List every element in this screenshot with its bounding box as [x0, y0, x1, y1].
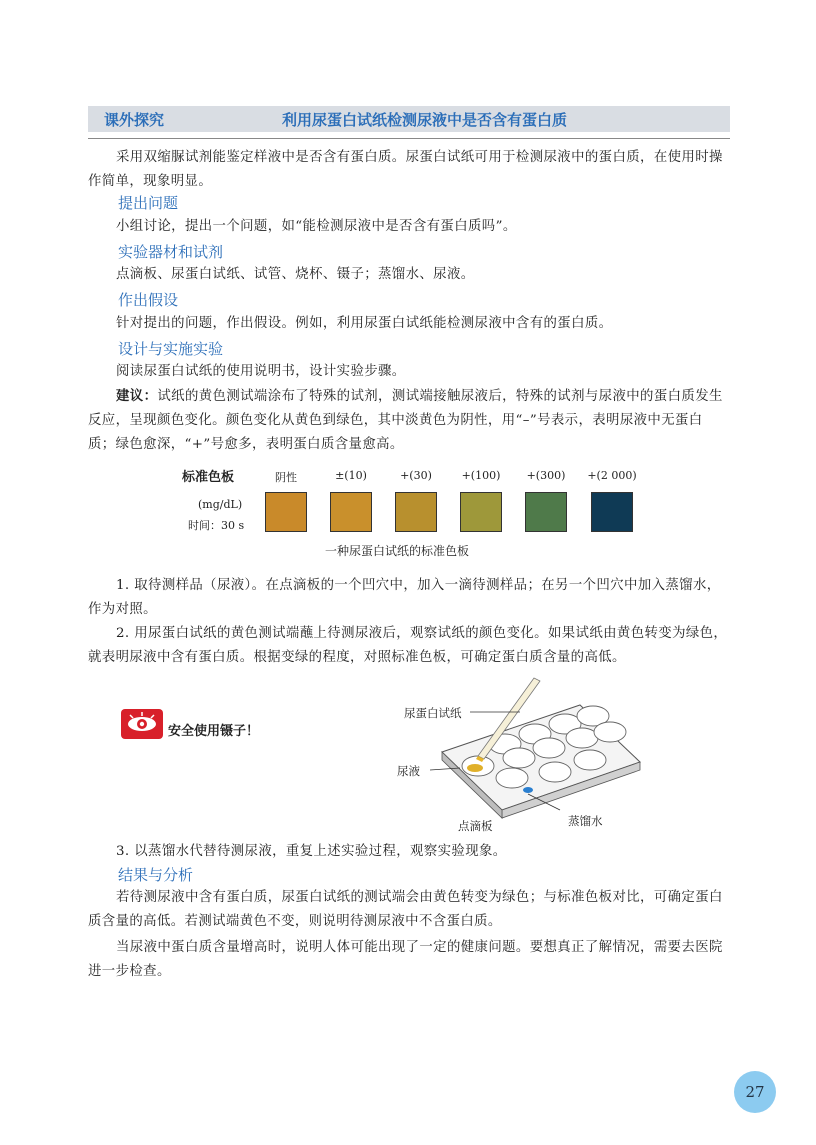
color-board-label: ±(10) [335, 469, 367, 482]
banner-title: 利用尿蛋白试纸检测尿液中是否含有蛋白质 [282, 111, 568, 129]
step-3: 3. 以蒸馏水代替待测尿液，重复上述实验过程，观察实验现象。 [116, 844, 507, 859]
color-swatch [591, 492, 633, 532]
label-spot-plate: 点滴板 [458, 819, 493, 833]
eye-safety-icon [121, 709, 163, 739]
intro-paragraph: 采用双缩脲试剂能鉴定样液中是否含有蛋白质。尿蛋白试纸可用于检测尿液中的蛋白质，在使用时操作简单，现象明显。 [88, 150, 723, 189]
tip-paragraph [88, 384, 730, 457]
results-paragraph-2: 当尿液中蛋白质含量增高时，说明人体可能出现了一定的健康问题。要想真正了解情况，需要去医院进一步检查。 [88, 940, 723, 979]
design-text: 阅读尿蛋白试纸的使用说明书，设计实验步骤。 [116, 364, 406, 379]
color-board-title: 标准色板 [182, 470, 235, 485]
divider [88, 138, 730, 139]
step-1: 1. 取待测样品（尿液）。在点滴板的一个凹穴中，加入一滴待测样品；在另一个凹穴中加入蒸馏水，作为对照。 [88, 578, 721, 617]
materials-text: 点滴板、尿蛋白试纸、试管、烧杯、镊子；蒸馏水、尿液。 [116, 267, 475, 282]
color-swatch [525, 492, 567, 532]
question-text: 小组讨论，提出一个问题，如“能检测尿液中是否含有蛋白质吗”。 [116, 219, 517, 234]
tip-text: 试纸的黄色测试端涂布了特殊的试剂，测试端接触尿液后，特殊的试剂与尿液中的蛋白质发生反应，呈现颜色变化。颜色变化从黄色到绿色，其中淡黄色为阴性，用“–”号表示，表明尿液中无蛋白质；绿色愈深，“+”号愈多，表明蛋白质含量愈高。 [88, 389, 723, 452]
color-board-label: +(2 000) [587, 469, 637, 482]
section-banner [88, 106, 730, 132]
color-swatch [265, 492, 307, 532]
color-board-label: 阴性 [275, 471, 297, 484]
results-paragraph-1: 若待测尿液中含有蛋白质，尿蛋白试纸的测试端会由黄色转变为绿色；与标准色板对比，可确定蛋白质含量的高低。若测试端黄色不变，则说明待测尿液中不含蛋白质。 [88, 890, 723, 929]
label-urine: 尿液 [397, 764, 420, 778]
heading-design: 设计与实施实验 [118, 340, 224, 358]
color-swatch [330, 492, 372, 532]
label-test-strip: 尿蛋白试纸 [404, 706, 462, 720]
heading-results: 结果与分析 [118, 866, 194, 884]
tip-label: 建议： [116, 388, 158, 404]
heading-question: 提出问题 [118, 194, 179, 212]
color-swatch [395, 492, 437, 532]
hypothesis-text: 针对提出的问题，作出假设。例如，利用尿蛋白试纸能检测尿液中含有的蛋白质。 [116, 316, 613, 331]
spot-plate-illustration [430, 670, 660, 840]
color-board-label: +(100) [461, 469, 501, 482]
color-board-caption: 一种尿蛋白试纸的标准色板 [325, 544, 470, 558]
color-board-unit: (mg/dL) [198, 498, 243, 511]
step-2: 2. 用尿蛋白试纸的黄色测试端蘸上待测尿液后，观察试纸的颜色变化。如果试纸由黄色转变为绿色，就表明尿液中含有蛋白质。根据变绿的程度，对照标准色板，可确定蛋白质含量的高低。 [88, 626, 728, 665]
color-swatch [460, 492, 502, 532]
safety-note: 安全使用镊子！ [168, 724, 260, 739]
label-distilled-water: 蒸馏水 [568, 814, 603, 828]
heading-hypothesis: 作出假设 [118, 291, 179, 309]
heading-materials: 实验器材和试剂 [118, 243, 224, 261]
banner-label: 课外探究 [104, 111, 165, 129]
page-number: 27 [734, 1071, 776, 1113]
color-board-time: 时间：30 s [188, 519, 245, 532]
color-board-label: +(300) [526, 469, 566, 482]
color-board-label: +(30) [400, 469, 432, 482]
